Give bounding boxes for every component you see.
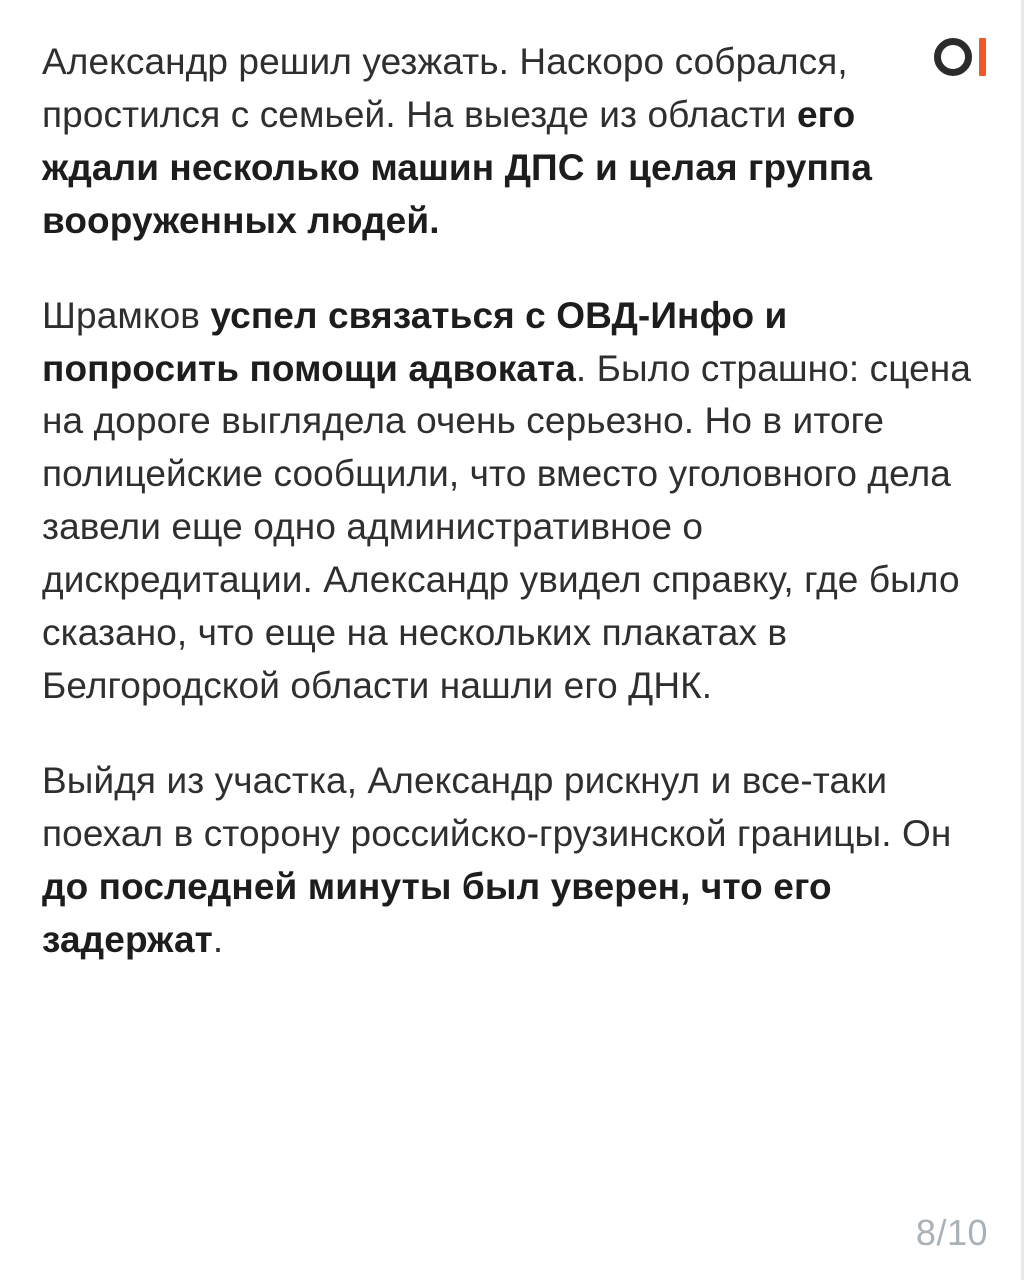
paragraph-2 — [42, 290, 982, 713]
text-run: Шрамков — [42, 294, 211, 336]
paragraph-3 — [42, 755, 982, 967]
paragraph-1 — [42, 36, 982, 248]
text-run: . Было страшно: сцена на дороге выглядела очень серьезно. Но в итоге полицейские сообщили, что вместо уголовного дела завели еще одно административное о дискредитации. Александр увидел справку, где было сказано, что еще на нескольких плакатах в Белгородской области нашли его ДНК. — [42, 347, 972, 706]
article-body — [42, 36, 982, 967]
text-run: . — [212, 918, 224, 960]
text-run-bold: до последней минуты был уверен, что его задержат — [42, 865, 832, 960]
text-run: Александр решил уезжать. Наскоро собрался, простился с семьей. На выезде из области — [42, 41, 848, 135]
text-run-bold: успел связаться с ОВД-Инфо и попросить помощи адвоката — [42, 294, 788, 389]
text-run: Выйдя из участка, Александр рискнул и все-таки поехал в сторону российско-грузинской границы. Он — [42, 759, 952, 854]
page-indicator: 8/10 — [915, 1212, 988, 1253]
text-run-bold: его ждали несколько машин ДПС и целая группа вооруженных людей. — [42, 93, 873, 241]
